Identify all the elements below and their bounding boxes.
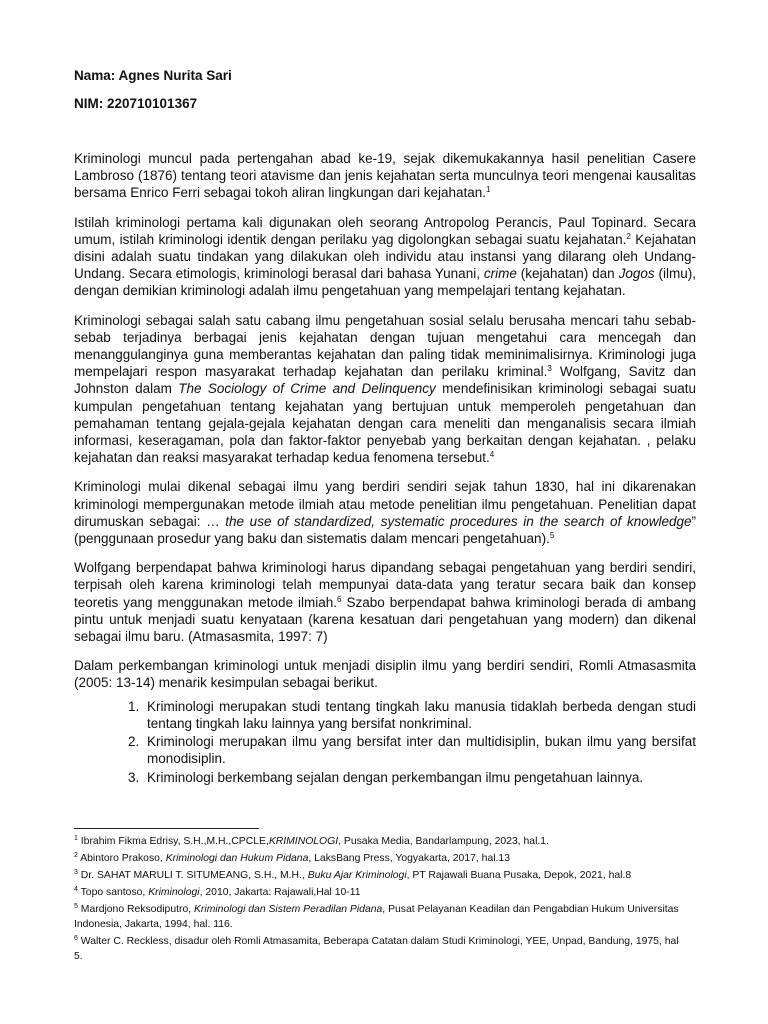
footnote-number: 3: [74, 869, 78, 876]
italic-quote: the use of standardized, systematic procedures in the search of knowledge: [225, 513, 692, 529]
footnote-text: Mardjono Reksodiputro,: [77, 904, 194, 915]
paragraph-text: Wolfgang, Savitz dan Johnston dalam: [74, 364, 697, 397]
paragraph-1: [74, 150, 696, 202]
footnote-4: [74, 885, 688, 900]
footnote-5: [74, 902, 688, 932]
footnote-title: Kriminologi dan Sistem Peradilan Pidana: [194, 904, 383, 915]
footnote-number: 4: [74, 886, 78, 893]
paragraph-6: [74, 657, 696, 691]
footnote-title: Kriminologi dan Hukum Pidana: [165, 853, 309, 864]
footnote-number: 5: [74, 903, 78, 910]
paragraph-text: Kriminologi mulai dikenal sebagai ilmu yang berdiri sendiri sejak tahun 1830, hal ini dikarenakan kriminologi mempergunakan metode ilmiah atau metode penelitian ilmu pengetahuan. Penelitian dapat dirumuskan sebagai: …: [74, 479, 696, 529]
footnote-number: 2: [74, 852, 78, 859]
paragraph-text: mendefinisikan kriminologi sebagai suatu kumpulan pengetahuan tentang kejahatan yang bertujuan untuk memperoleh pengetahuan dan pemahaman tentang gejala-gejala kejahatan dengan cara meneliti dan menganalisis secara ilmiah informasi, keseragaman, pola dan faktor-faktor penyebab yang berkaitan dengan kejahatan. , pelaku kejahatan dan reaksi masyarakat terhadap kedua fenomena tersebut.: [74, 381, 696, 466]
paragraph-text: (kejahatan) dan: [516, 266, 619, 282]
paragraph-text: ” (penggunaan prosedur yang baku dan sistematis dalam mencari pengetahuan).: [74, 513, 696, 547]
footnotes: [74, 834, 688, 966]
paragraph-text: Wolfgang berpendapat bahwa kriminologi harus dipandang sebagai pengetahuan yang berdiri sendiri, terpisah oleh karena kriminologi telah mempunyai data-data yang teratur secara baik dan konsep teoretis yang menggunakan metode ilmiah.: [74, 560, 696, 610]
paragraph-text: Kejahatan disini adalah suatu tindakan yang dilakukan oleh individu atau instansi yang dilarang oleh Undang-Undang. Secara etimologis, kriminologi berasal dari bahasa Yunani,: [74, 231, 697, 282]
paragraph-3: [74, 312, 696, 467]
footnote-ref: 3: [547, 364, 552, 374]
paragraph-text: Szabo berpendapat bahwa kriminologi berada di ambang pintu untuk menjadi suatu kenyataan (karena kesatuan dari pengetahuan yang modern) dan dikenal sebagai ilmu baru. (Atmasasmita, 1997: 7): [74, 594, 696, 645]
paragraph-text: Istilah kriminologi pertama kali digunakan oleh seorang Antropolog Perancis, Paul Topinard. Secara umum, istilah kriminologi identik dengan perilaku yag digolongkan sebagai suatu kejahatan.: [74, 214, 696, 247]
paragraph-text: Kriminologi sebagai salah satu cabang ilmu pengetahuan sosial selalu berusaha mencari tahu sebab-sebab terjadinya berbagai jenis kejahatan dengan tujuan mengetahui cara mencegah dan menanggulanginya guna memberantas kejahatan dan paling tidak meminimalisirnya. Kriminologi juga mempelajari respon masyarakat terhadap kejahatan dan perilaku kriminal.: [74, 312, 696, 380]
footnote-text: Abintoro Prakoso,: [77, 853, 166, 864]
footnote-text: , LaksBang Press, Yogyakarta, 2017, hal.13: [308, 853, 510, 864]
footnote-number: 1: [74, 835, 78, 842]
footnote-ref: 2: [626, 231, 631, 241]
student-name: Nama: Agnes Nurita Sari: [74, 68, 232, 83]
footnote-text: , 2010, Jakarta: Rajawali,Hal 10-11: [199, 887, 361, 898]
footnote-title: Buku Ajar Kriminologi: [307, 870, 407, 881]
list-item: 1. Kriminologi merupakan studi tentang tingkah laku manusia tidaklah berbeda dengan studi tentang tingkah laku lainnya yang bersifat nonkriminal.: [143, 698, 696, 732]
conclusion-list: [74, 698, 696, 786]
paragraph-4: [74, 478, 696, 547]
student-id: NIM: 220710101367: [74, 96, 198, 111]
footnote-3: [74, 868, 688, 883]
paragraph-2: [74, 214, 696, 300]
footnote-text: Ibrahim Fikma Edrisy, S.H.,M.H.,CPCLE,: [77, 836, 269, 847]
footnote-text: Dr. SAHAT MARULI T. SITUMEANG, S.H., M.H.,: [77, 870, 308, 881]
paragraph-text: Dalam perkembangan kriminologi untuk menjadi disiplin ilmu yang berdiri sendiri, Romli Atmasasmita (2005: 13-14) menarik kesimpulan sebagai berikut.: [74, 658, 696, 691]
footnote-text: , Pusat Pelayanan Keadilan dan Pengabdian Hukum Universitas Indonesia, Jakarta, 1994, hal. 116.: [74, 904, 679, 930]
italic-term: Jogos: [618, 266, 655, 282]
list-item: 3. Kriminologi berkembang sejalan dengan perkembangan ilmu pengetahuan lainnya.: [143, 769, 696, 786]
paragraph-text: Kriminologi muncul pada pertengahan abad ke-19, sejak dikemukakannya hasil penelitian Casere Lambroso (1876) tentang teori atavisme dan jenis kejahatan serta munculnya teori mengenai kausalitas bersama Enrico Ferri sebagai tokoh aliran lingkungan dari kejahatan.: [74, 151, 696, 201]
list-item: 2. Kriminologi merupakan ilmu yang bersifat inter dan multidisiplin, bukan ilmu yang bersifat monodisiplin.: [143, 733, 696, 767]
footnote-title: Kriminologi: [148, 887, 200, 898]
footnote-separator: [74, 828, 259, 829]
footnote-6: [74, 934, 688, 964]
footnote-text: , Pusaka Media, Bandarlampung, 2023, hal.1.: [338, 836, 549, 847]
footnote-text: Topo santoso,: [77, 887, 149, 898]
footnote-text: Walter C. Reckless, disadur oleh Romli Atmasamita, Beberapa Catatan dalam Studi Kriminologi, YEE, Unpad, Bandung, 1975, hal 5.: [74, 936, 679, 962]
paragraph-text: (ilmu), dengan demikian kriminologi adalah ilmu pengetahuan yang mempelajari tentang kejahatan.: [74, 266, 696, 299]
italic-term: crime: [483, 266, 517, 282]
footnote-2: [74, 851, 688, 866]
footnote-number: 6: [74, 935, 78, 942]
footnote-1: [74, 834, 688, 849]
book-title: The Sociology of Crime and Delinquency: [178, 381, 436, 397]
footnote-title: KRIMINOLOGI: [268, 836, 339, 847]
paragraph-5: [74, 559, 696, 645]
footnote-ref: 4: [489, 450, 495, 460]
footnote-ref: 6: [337, 594, 342, 604]
footnote-ref: 1: [486, 185, 491, 195]
footnote-ref: 5: [549, 531, 555, 541]
footnote-text: , PT Rajawali Buana Pusaka, Depok, 2021, hal.8: [406, 870, 632, 881]
document-body: [74, 150, 696, 787]
